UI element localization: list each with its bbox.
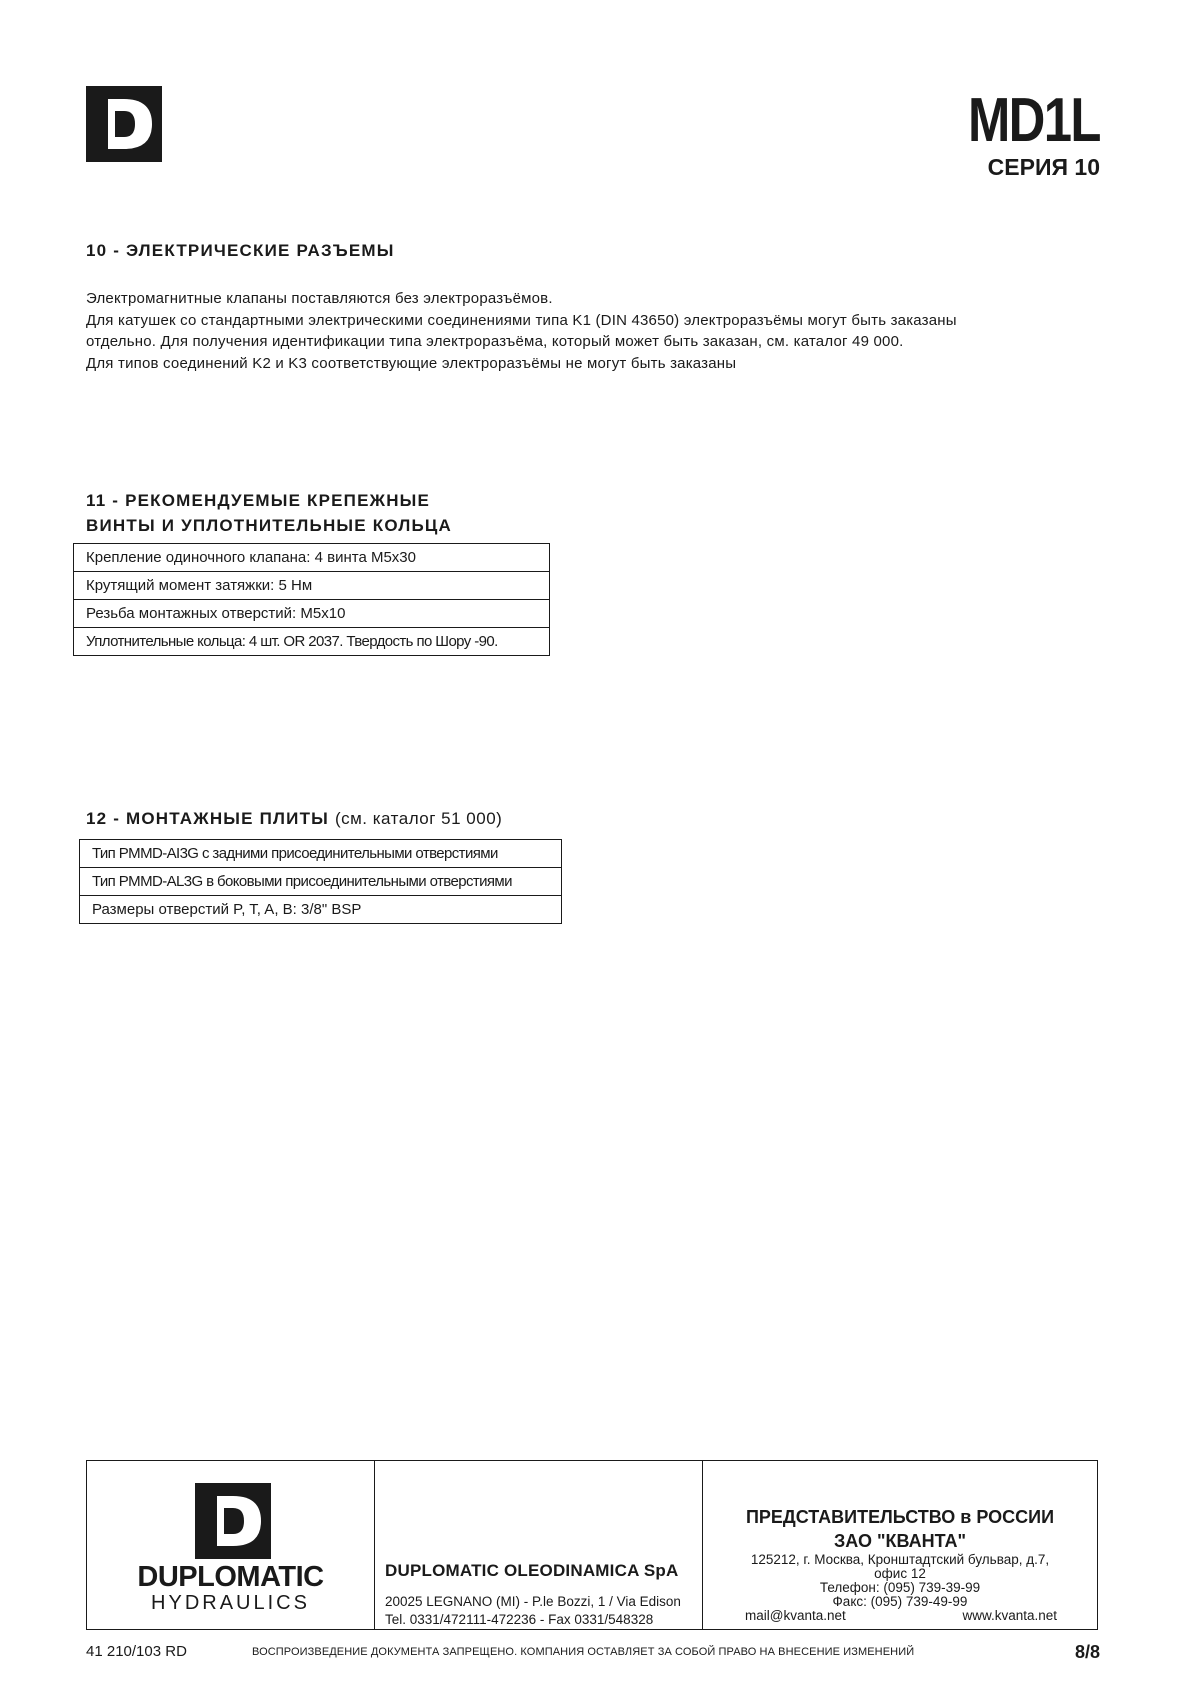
brand-name: DUPLOMATIC (137, 1561, 324, 1593)
section-11-title-line: 11 - РЕКОМЕНДУЕМЫЕ КРЕПЕЖНЫЕ (86, 491, 431, 510)
section-11-title (86, 488, 452, 538)
table-cell: Крутящий момент затяжки: 5 Нм (74, 572, 550, 600)
rep-company: ЗАО "КВАНТА" (833, 1531, 967, 1551)
footer-representative (703, 1461, 1097, 1629)
section-10-text (86, 288, 1100, 374)
rep-email: mail@kvanta.net (745, 1608, 846, 1623)
company-address: 20025 LEGNANO (MI) - P.le Bozzi, 1 / Via Edison (385, 1594, 681, 1609)
series-label: СЕРИЯ 10 (987, 154, 1100, 180)
page-number: 8/8 (1074, 1642, 1100, 1662)
section-10-line: Для типов соединений K2 и K3 соответствующие электроразъёмы не могут быть заказаны (86, 354, 737, 372)
table-row (74, 600, 550, 628)
table-row (74, 572, 550, 600)
section-12-title (86, 806, 502, 831)
section-11-table (73, 543, 550, 656)
table-row (74, 628, 550, 656)
rep-phone: Телефон: (095) 739-39-99 (819, 1580, 981, 1595)
table-row (80, 840, 562, 868)
table-cell: Крепление одиночного клапана: 4 винта M5x30 (74, 544, 550, 572)
rep-address: 125212, г. Москва, Кронштадтский бульвар, д.7, (750, 1552, 1050, 1567)
duplomatic-d-logo-icon (195, 1483, 271, 1559)
company-name: DUPLOMATIC OLEODINAMICA SpA (385, 1561, 679, 1580)
rep-website: www.kvanta.net (962, 1608, 1057, 1623)
model-title: MD1L (968, 86, 1100, 155)
footer-box (86, 1460, 1098, 1630)
table-row (80, 896, 562, 924)
table-cell: Тип PMMD-AI3G с задними присоединительными отверстиями (80, 840, 562, 868)
footer-brand (87, 1461, 375, 1629)
table-row (74, 544, 550, 572)
brand-subtitle: HYDRAULICS (151, 1592, 310, 1614)
section-12-table (79, 839, 562, 924)
table-cell: Тип PMMD-AL3G в боковыми присоединительными отверстиями (80, 868, 562, 896)
section-12-title-main: 12 - МОНТАЖНЫЕ ПЛИТЫ (86, 809, 330, 828)
rep-office: офис 12 (874, 1566, 926, 1581)
company-phone: Tel. 0331/472111-472236 - Fax 0331/548328 (385, 1612, 654, 1627)
section-10-title: 10 - ЭЛЕКТРИЧЕСКИЕ РАЗЪЕМЫ (86, 241, 395, 260)
duplomatic-d-logo-icon (86, 86, 162, 162)
table-row (80, 868, 562, 896)
rep-title: ПРЕДСТАВИТЕЛЬСТВО в РОССИИ (745, 1507, 1055, 1527)
copyright-notice: ВОСПРОИЗВЕДЕНИЕ ДОКУМЕНТА ЗАПРЕЩЕНО. КОМПАНИЯ ОСТАВЛЯЕТ ЗА СОБОЙ ПРАВО НА ВНЕСЕНИЕ ИЗМЕНЕНИЙ (252, 1646, 915, 1658)
footer-company (375, 1461, 703, 1629)
section-11-title-line: ВИНТЫ И УПЛОТНИТЕЛЬНЫЕ КОЛЬЦА (86, 516, 452, 535)
section-10-line: Электромагнитные клапаны поставляются без электроразъёмов. (86, 290, 553, 307)
section-10-line: отдельно. Для получения идентификации типа электроразъёма, который может быть заказан, см. каталог 49 000. (86, 333, 904, 350)
section-10-line: Для катушек со стандартными электрическими соединениями типа K1 (DIN 43650) электроразъёмы могут быть заказаны (86, 311, 957, 329)
document-number: 41 210/103 RD (86, 1643, 187, 1660)
table-cell: Уплотнительные кольца: 4 шт. OR 2037. Твердость по Шору -90. (74, 628, 550, 656)
rep-fax: Факс: (095) 739-49-99 (832, 1594, 968, 1609)
section-12-title-note: (см. каталог 51 000) (334, 809, 503, 828)
table-cell: Резьба монтажных отверстий: M5x10 (74, 600, 550, 628)
table-cell: Размеры отверстий P, T, A, B: 3/8" BSP (80, 896, 562, 924)
